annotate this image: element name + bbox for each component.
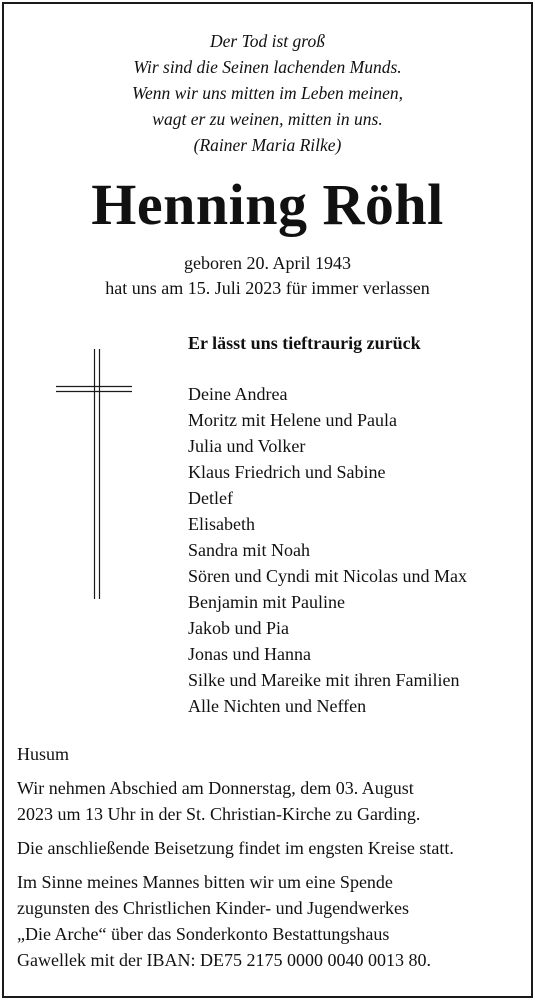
service-details	[17, 741, 522, 981]
detail-line: „Die Arche“ über das Sonderkonto Bestattungshaus	[17, 924, 390, 944]
deceased-name: Henning Röhl	[91, 172, 444, 237]
family-list	[188, 330, 467, 719]
place-name: Husum	[17, 744, 70, 764]
family-member: Jonas und Hanna	[188, 644, 311, 664]
poem-attribution: (Rainer Maria Rilke)	[193, 135, 342, 155]
birth-date: geboren 20. April 1943	[184, 253, 351, 273]
death-date: hat uns am 15. Juli 2023 für immer verlassen	[105, 278, 430, 298]
family-member: Elisabeth	[188, 514, 255, 534]
family-member: Jakob und Pia	[188, 618, 289, 638]
poem-line: Der Tod ist groß	[210, 31, 325, 51]
detail-line: 2023 um 13 Uhr in der St. Christian-Kirche zu Garding.	[17, 804, 421, 824]
poem-line: wagt er zu weinen, mitten in uns.	[152, 109, 383, 129]
family-member: Alle Nichten und Neffen	[188, 696, 367, 716]
poem-block	[4, 28, 531, 158]
detail-line: Im Sinne meines Mannes bitten wir um eine Spende	[17, 872, 393, 892]
life-dates	[4, 251, 531, 301]
family-member: Silke und Mareike mit ihren Familien	[188, 670, 460, 690]
poem-line: Wir sind die Seinen lachenden Munds.	[133, 57, 402, 77]
detail-paragraph	[17, 835, 522, 861]
family-member: Detlef	[188, 488, 233, 508]
poem-line: Wenn wir uns mitten im Leben meinen,	[131, 83, 404, 103]
family-lead: Er lässt uns tieftraurig zurück	[188, 333, 421, 353]
detail-line: Gawellek mit der IBAN: DE75 2175 0000 0040 0013 80.	[17, 950, 431, 970]
family-member: Julia und Volker	[188, 436, 306, 456]
detail-paragraph	[17, 775, 522, 827]
family-member: Klaus Friedrich und Sabine	[188, 462, 386, 482]
detail-paragraph	[17, 869, 522, 973]
family-member: Sandra mit Noah	[188, 540, 310, 560]
family-member: Sören und Cyndi mit Nicolas und Max	[188, 566, 467, 586]
obituary-notice	[2, 2, 533, 998]
detail-line: Die anschließende Beisetzung findet im engsten Kreise statt.	[17, 838, 454, 858]
family-member: Deine Andrea	[188, 384, 288, 404]
family-member: Benjamin mit Pauline	[188, 592, 345, 612]
cross-icon	[54, 349, 134, 599]
detail-line: zugunsten des Christlichen Kinder- und Jugendwerkes	[17, 898, 410, 918]
family-member: Moritz mit Helene und Paula	[188, 410, 397, 430]
detail-line: Wir nehmen Abschied am Donnerstag, dem 03. August	[17, 778, 414, 798]
